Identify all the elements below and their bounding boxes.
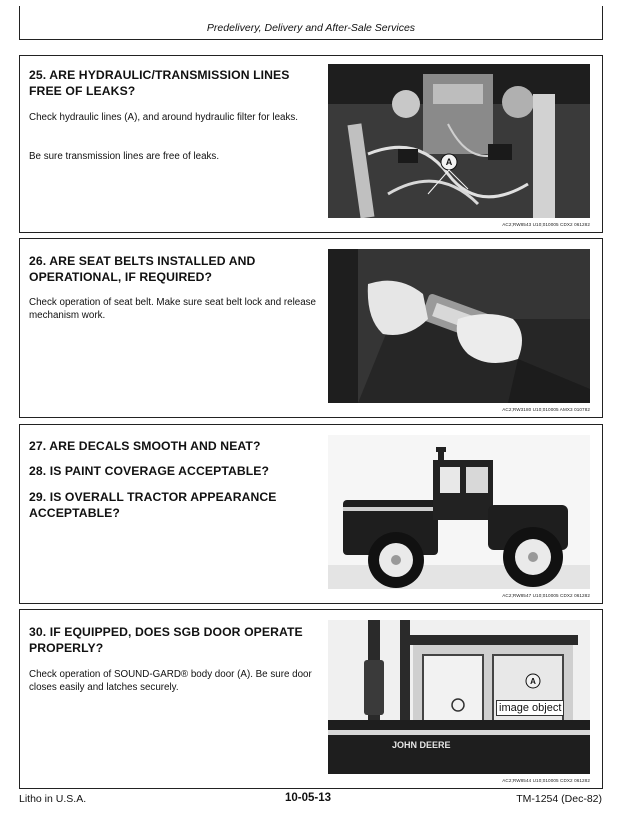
header-title: Predelivery, Delivery and After-Sale Services: [206, 22, 416, 34]
photo-caption: AC2;RW8547 U10;010005 CDX2 061282: [502, 593, 590, 598]
section-hydraulic-lines: [19, 55, 603, 233]
footer-left: Litho in U.S.A.: [19, 793, 87, 805]
photo-caption: AC2;RW8544 U10;010005 CDX2 061282: [502, 778, 590, 783]
section-paragraph: Check operation of SOUND-GARD® body door (A). Be sure door closes easily and latches securely.: [29, 669, 312, 693]
page-header: [19, 6, 603, 40]
section-appearance: [19, 424, 603, 604]
photo-caption: AC2;RW3180 U10;010005 AMX3 010782: [502, 407, 590, 412]
section-title: 28. IS PAINT COVERAGE ACCEPTABLE?: [29, 464, 270, 478]
section-sgb-door: [19, 609, 603, 789]
image-object-tag: image object: [496, 700, 564, 716]
section-seat-belts: [19, 238, 603, 418]
section-title: 25. ARE HYDRAULIC/TRANSMISSION LINES FREE OF LEAKS?: [29, 68, 290, 98]
callout-a: A: [445, 157, 453, 167]
photo-caption: AC2;RW8543 U10;010005 CDX2 061282: [502, 222, 590, 227]
sgb-door-photo: [328, 620, 590, 774]
brand-decal: JOHN DEERE: [392, 740, 451, 750]
section-title: 29. IS OVERALL TRACTOR APPEARANCE ACCEPTABLE?: [29, 490, 277, 520]
tractor-photo: [328, 435, 590, 589]
footer-right: TM-1254 (Dec-82): [516, 793, 602, 805]
callout-a: A: [530, 677, 536, 686]
section-paragraph: Check operation of seat belt. Make sure seat belt lock and release mechanism work.: [29, 297, 316, 321]
seat-belt-photo: [328, 249, 590, 403]
section-title: 26. ARE SEAT BELTS INSTALLED AND OPERATIONAL, IF REQUIRED?: [29, 254, 256, 284]
page-number: 10-05-13: [285, 792, 332, 804]
section-paragraph: Be sure transmission lines are free of leaks.: [29, 151, 220, 162]
section-title: 30. IF EQUIPPED, DOES SGB DOOR OPERATE PROPERLY?: [29, 625, 303, 655]
section-paragraph: Check hydraulic lines (A), and around hydraulic filter for leaks.: [29, 112, 298, 123]
section-title: 27. ARE DECALS SMOOTH AND NEAT?: [29, 439, 261, 453]
hydraulic-lines-photo: [328, 64, 590, 218]
